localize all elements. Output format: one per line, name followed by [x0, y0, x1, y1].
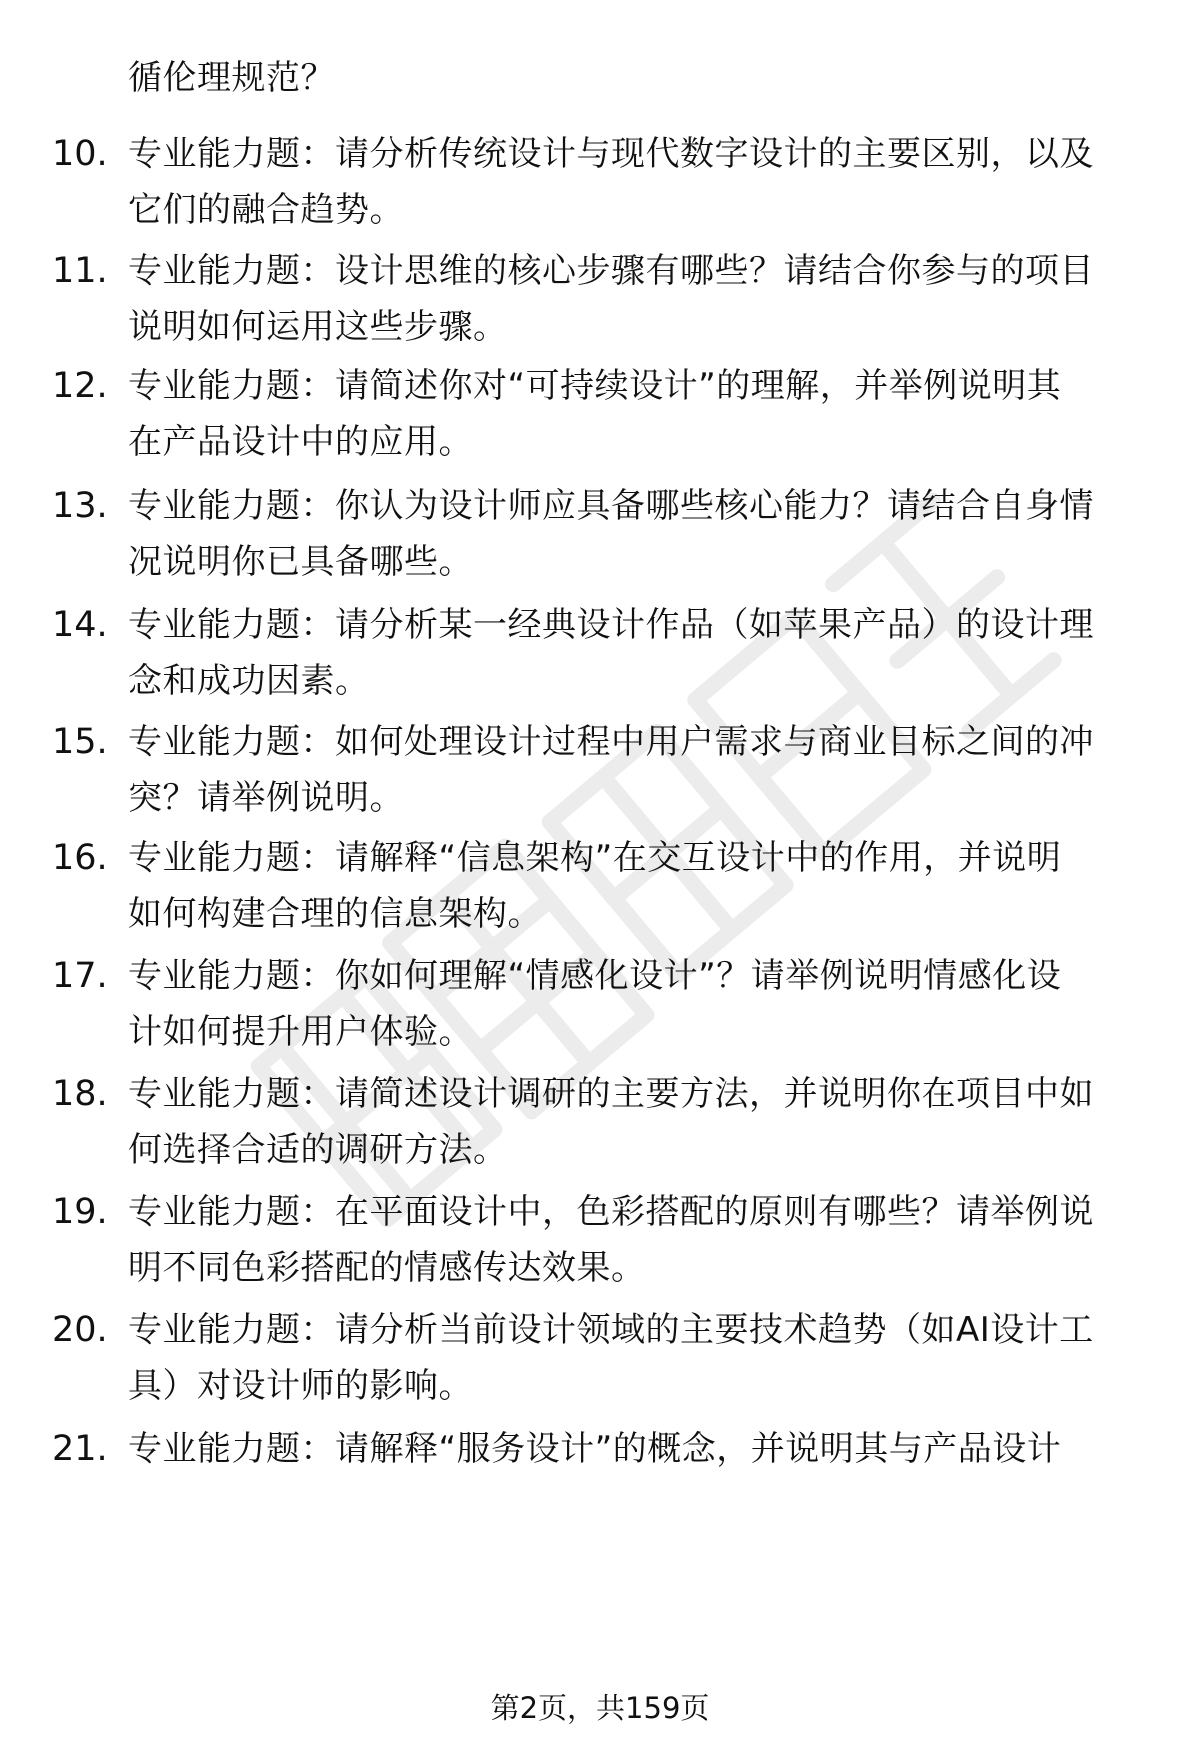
- item-line: 计如何提升用户体验。: [128, 1012, 473, 1052]
- item-number: 16.: [52, 838, 108, 878]
- item-line: 专业能力题：设计思维的核心步骤有哪些？请结合你参与的项目: [128, 251, 1094, 291]
- item-line: 它们的融合趋势。: [128, 190, 404, 230]
- item-line: 说明如何运用这些步骤。: [128, 307, 508, 347]
- item-line: 专业能力题：请分析当前设计领域的主要技术趋势（如AI设计工: [128, 1310, 1094, 1350]
- item-line: 专业能力题：如何处理设计过程中用户需求与商业目标之间的冲: [128, 722, 1094, 762]
- item-line: 明不同色彩搭配的情感传达效果。: [128, 1248, 646, 1288]
- item-line: 专业能力题：在平面设计中，色彩搭配的原则有哪些？请举例说: [128, 1192, 1094, 1232]
- item-number: 11.: [52, 251, 108, 291]
- item-text: [128, 126, 1198, 238]
- item-number: 12.: [52, 366, 108, 406]
- item-text: [128, 1184, 1198, 1296]
- item-line: 具）对设计师的影响。: [128, 1366, 473, 1406]
- item-line: 专业能力题：请简述你对“可持续设计”的理解，并举例说明其: [128, 366, 1062, 406]
- item-line: 如何构建合理的信息架构。: [128, 894, 542, 934]
- item-number: 14.: [52, 605, 108, 645]
- item-number: 15.: [52, 722, 108, 762]
- item-line: 专业能力题：请简述设计调研的主要方法，并说明你在项目中如: [128, 1074, 1094, 1114]
- item-number: 18.: [52, 1074, 108, 1114]
- item-line: 念和成功因素。: [128, 661, 370, 701]
- item-number: 20.: [52, 1310, 108, 1350]
- item-line: 专业能力题：请解释“服务设计”的概念，并说明其与产品设计: [128, 1429, 1062, 1469]
- item-line: 突？请举例说明。: [128, 778, 404, 818]
- item-line: 况说明你已具备哪些。: [128, 542, 473, 582]
- item-text: [128, 948, 1198, 1060]
- item-text: [128, 478, 1198, 590]
- item-line: 在产品设计中的应用。: [128, 422, 473, 462]
- continuation-text: 循伦理规范？: [128, 58, 335, 98]
- item-number: 19.: [52, 1192, 108, 1232]
- item-line: 专业能力题：你认为设计师应具备哪些核心能力？请结合自身情: [128, 486, 1094, 526]
- item-line: 专业能力题：你如何理解“情感化设计”？请举例说明情感化设: [128, 956, 1062, 996]
- item-text: [128, 830, 1198, 942]
- item-text: [128, 1421, 1198, 1477]
- item-text: [128, 597, 1198, 709]
- item-text: [128, 714, 1198, 826]
- item-text: [128, 243, 1198, 355]
- item-number: 13.: [52, 486, 108, 526]
- item-number: 17.: [52, 956, 108, 996]
- item-number: 21.: [52, 1429, 108, 1469]
- item-text: [128, 358, 1198, 470]
- item-text: [128, 1302, 1198, 1414]
- item-line: 专业能力题：请解释“信息架构”在交互设计中的作用，并说明: [128, 838, 1062, 878]
- item-line: 专业能力题：请分析传统设计与现代数字设计的主要区别，以及: [128, 134, 1094, 174]
- item-text: [128, 1066, 1198, 1178]
- item-number: 10.: [52, 134, 108, 174]
- page-number-footer: 第2页，共159页: [490, 1691, 710, 1725]
- item-line: 何选择合适的调研方法。: [128, 1130, 508, 1170]
- item-line: 专业能力题：请分析某一经典设计作品（如苹果产品）的设计理: [128, 605, 1094, 645]
